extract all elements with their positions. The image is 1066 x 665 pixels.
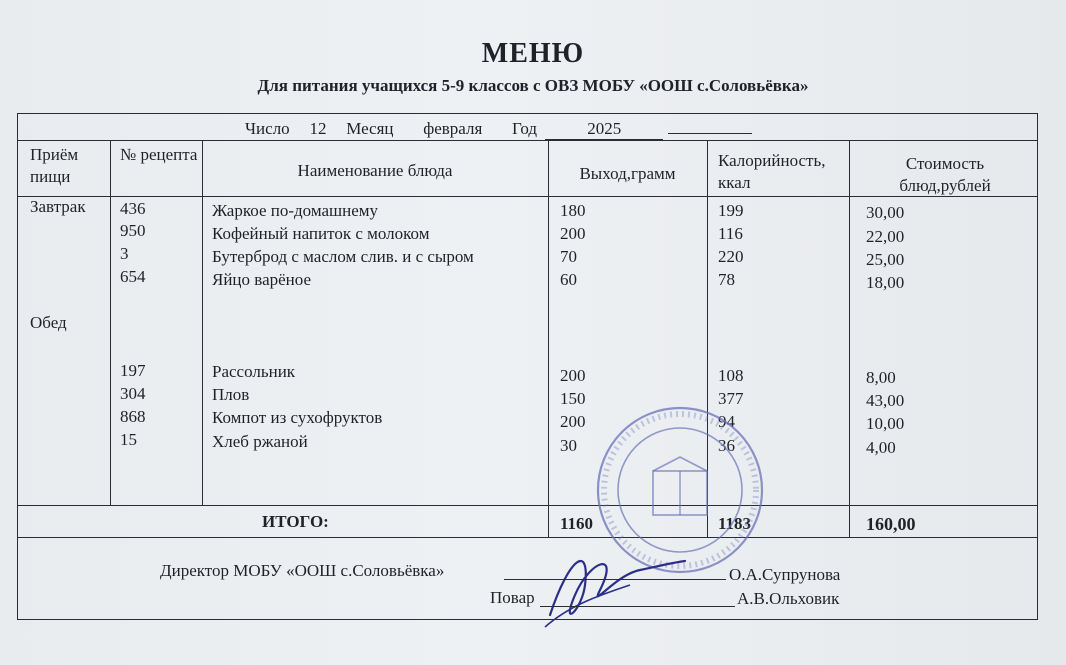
header-cost: Стоимость блюд,рублей	[899, 154, 991, 195]
table-cell-yield: 70	[560, 247, 577, 266]
signature-icon	[530, 535, 690, 635]
director-signature-line	[504, 561, 726, 580]
table-cell-kcal: 220	[718, 247, 744, 266]
table-cell-kcal: 78	[718, 270, 735, 289]
cook-label: Повар	[490, 588, 535, 607]
table-cell-recipe: 15	[120, 430, 137, 449]
director-name: О.А.Супрунова	[729, 565, 841, 584]
cook-signature-line	[540, 588, 735, 607]
table-cell-kcal: 36	[718, 436, 735, 455]
month-value: февраля	[423, 119, 483, 138]
header-recipe: № рецепта	[120, 145, 198, 164]
table-cell-recipe: 3	[120, 244, 129, 263]
table-cell-yield: 200	[560, 366, 586, 385]
body-bottom-line	[17, 505, 1038, 506]
total-yield: 1160	[560, 514, 594, 533]
col-divider-2	[202, 140, 203, 505]
table-cell-kcal: 94	[718, 412, 735, 431]
total-bottom-line	[17, 537, 1038, 538]
table-cell-recipe: 197	[120, 361, 146, 380]
table-cell-dish: Компот из сухофруктов	[212, 408, 383, 427]
table-cell-kcal: 377	[718, 389, 744, 408]
table-cell-yield: 30	[560, 436, 577, 455]
page-subtitle: Для питания учащихся 5-9 классов с ОВЗ МОБУ «ООШ с.Соловьёвка»	[257, 76, 809, 95]
table-cell-recipe: 436	[120, 199, 146, 218]
day-value: 12	[309, 119, 327, 138]
header-divider	[17, 140, 1038, 141]
table-cell-cost: 43,00	[866, 391, 905, 410]
table-cell-dish: Яйцо варёное	[212, 270, 312, 289]
table-cell-recipe: 950	[120, 221, 146, 240]
table-cell-kcal: 108	[718, 366, 744, 385]
date-row	[245, 119, 752, 140]
cook-name: А.В.Ольховик	[737, 589, 840, 608]
table-cell-kcal: 199	[718, 201, 744, 220]
total-kcal: 1183	[718, 514, 752, 533]
total-cost: 160,00	[866, 514, 916, 534]
table-cell-cost: 4,00	[866, 438, 896, 457]
table-cell-cost: 30,00	[866, 203, 905, 222]
meal-breakfast: Завтрак	[30, 197, 86, 216]
table-cell-dish: Кофейный напиток с молоком	[212, 224, 430, 243]
col-divider-3	[548, 140, 549, 537]
table-cell-dish: Хлеб ржаной	[212, 432, 308, 451]
year-value: 2025	[545, 119, 663, 140]
meal-lunch: Обед	[30, 313, 67, 332]
year-label: Год	[512, 119, 538, 138]
table-cell-kcal: 116	[718, 224, 743, 243]
table-cell-dish: Плов	[212, 385, 250, 404]
col-divider-1	[110, 140, 111, 196]
table-cell-yield: 200	[560, 412, 586, 431]
table-cell-cost: 25,00	[866, 250, 905, 269]
table-cell-yield: 180	[560, 201, 586, 220]
col-divider-5	[849, 140, 850, 537]
header-meal: Приём пищи	[30, 145, 79, 186]
table-cell-dish: Рассольник	[212, 362, 296, 381]
header-yield: Выход,грамм	[579, 164, 676, 183]
month-label: Месяц	[346, 119, 394, 138]
header-dish: Наименование блюда	[297, 161, 453, 180]
table-cell-recipe: 868	[120, 407, 146, 426]
table-cell-cost: 8,00	[866, 368, 896, 387]
table-cell-dish: Жаркое по-домашнему	[212, 201, 379, 220]
day-label: Число	[245, 119, 290, 138]
table-cell-yield: 200	[560, 224, 586, 243]
table-cell-recipe: 304	[120, 384, 146, 403]
table-cell-dish: Бутерброд с маслом слив. и с сыром	[212, 247, 474, 266]
table-cell-recipe: 654	[120, 267, 146, 286]
table-cell-yield: 150	[560, 389, 586, 408]
table-cell-yield: 60	[560, 270, 577, 289]
table-cell-cost: 22,00	[866, 227, 905, 246]
header-calories: Калорийность, ккал	[718, 151, 826, 192]
col-divider-1b	[110, 196, 111, 505]
table-cell-cost: 10,00	[866, 414, 905, 433]
director-label: Директор МОБУ «ООШ с.Соловьёвка»	[160, 561, 445, 580]
year-blank	[668, 133, 752, 134]
page-title: МЕНЮ	[481, 38, 585, 69]
total-label: ИТОГО:	[262, 512, 329, 531]
table-cell-cost: 18,00	[866, 273, 905, 292]
